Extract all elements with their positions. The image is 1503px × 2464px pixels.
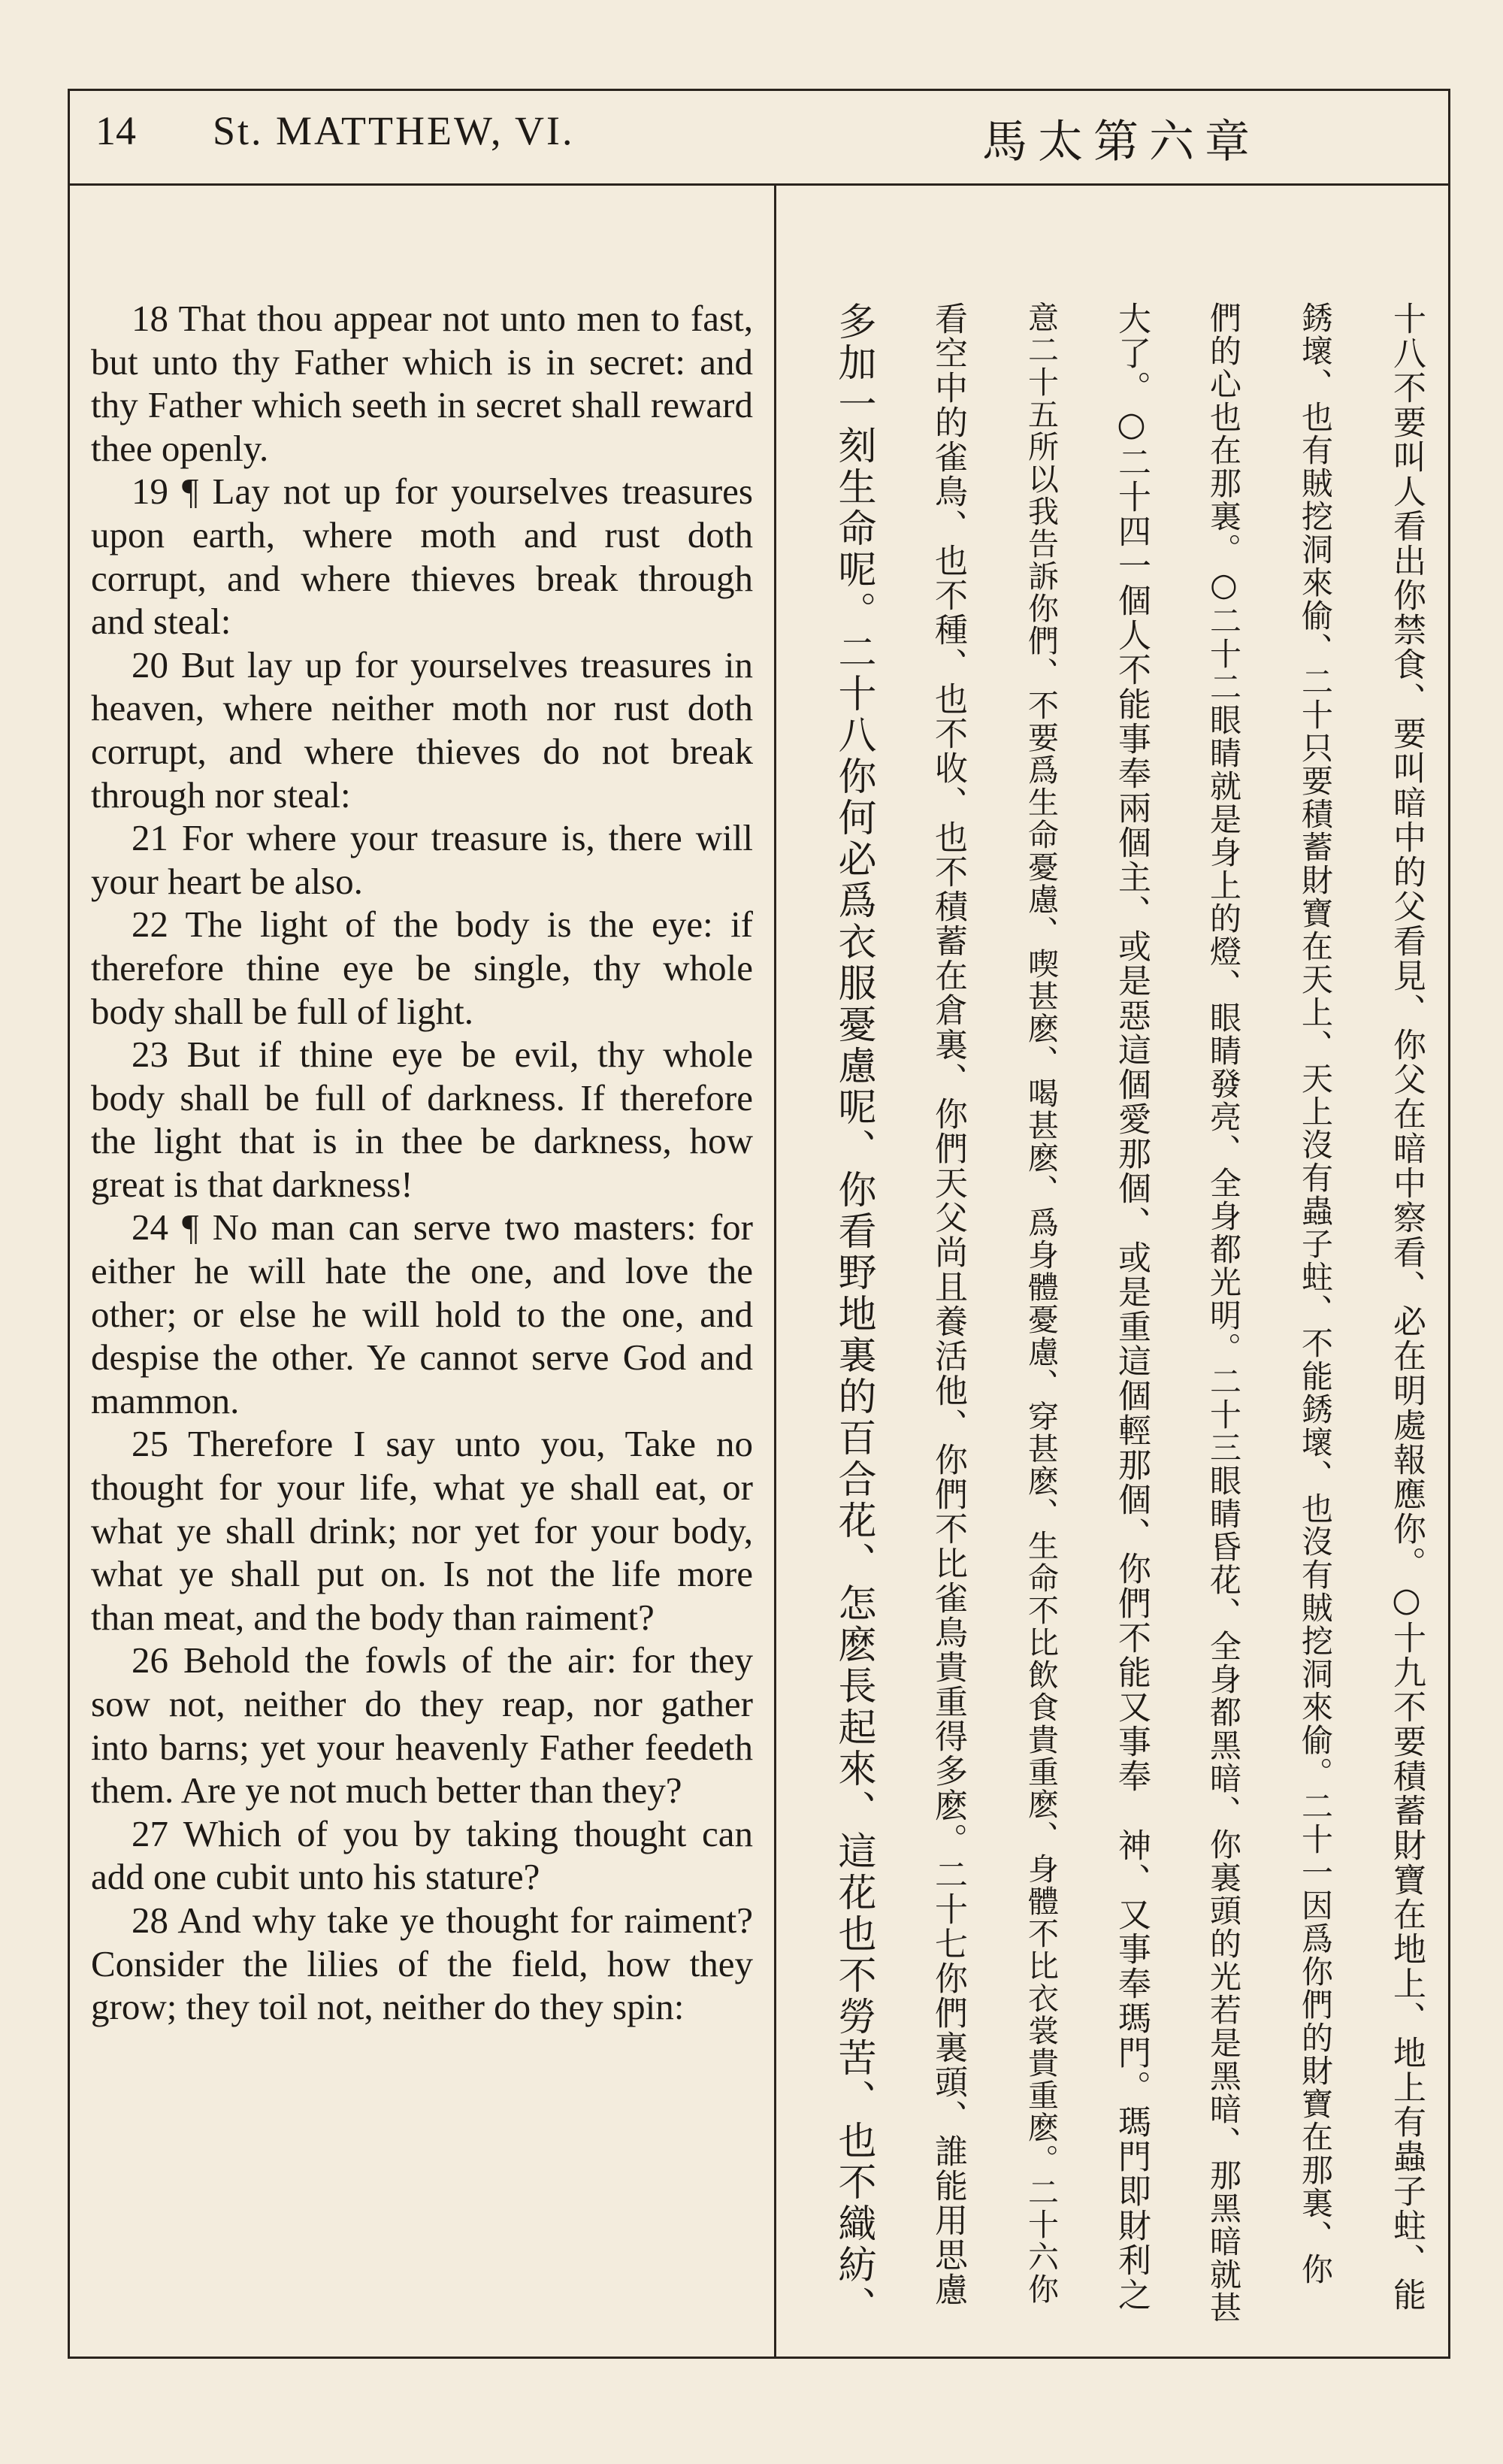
verse-25: 25 Therefore I say unto you, Take no thought for your life, what ye shall eat, or what ye shall drink; nor yet for your body, what ye shall put on. Is not the life more than meat, and the body than raiment? [91,1423,753,1638]
page-header [70,91,1448,186]
chinese-line-2: 銹壞、也有賊挖洞來偷、二十只要積蓄財寶在天上、天上沒有蟲子蛀、不能銹壞、也沒有賊挖洞來偷。二十一因爲你們的財寶在那裏、你 [1297,301,1334,2286]
verse-21: 21 For where your treasure is, there will your heart be also. [91,817,753,902]
english-text-column [70,186,776,2358]
chinese-running-title: 馬太第六章 [982,116,1260,168]
verse-28: 28 And why take ye thought for raiment? Consider the lilies of the field, how they grow; they toil not, neither do they spin: [91,1899,753,2028]
chinese-line-1: 十八不要叫人看出你禁食、要叫暗中的父看見、你父在暗中察看、必在明處報應你。○十九不要積蓄財寶在地上、地上有蟲子蛀、能 [1387,301,1426,2312]
verse-24: 24 ¶ No man can serve two masters: for either he will hate the one, and love the other; or else he will hold to the one, and despise the other. Ye cannot serve God and mammon. [91,1206,753,1421]
verse-23: 23 But if thine eye be evil, thy whole body shall be full of darkness. If therefore the light that is in thee be darkness, how great is that darkness! [91,1034,753,1205]
verse-26: 26 Behold the fowls of the air: for they sow not, neither do they reap, nor gather into barns; yet your heavenly Father feedeth them. Are ye not much better than they? [91,1639,753,1812]
chinese-line-7: 多加一刻生命呢。二十八你何必爲衣服憂慮呢、你看野地裏的百合花、怎麽長起來、這花也不勞苦、也不織紡、 [831,301,875,2327]
verse-18: 18 That thou appear not unto men to fast, but unto thy Father which is in secret: and thy Father which seeth in secret shall reward thee openly. [91,298,753,469]
verse-27: 27 Which of you by taking thought can add one cubit unto his stature? [91,1812,753,1898]
verse-19: 19 ¶ Lay not up for yourselves treasures upon earth, where moth and rust doth corrupt, and where thieves break through and steal: [91,471,753,643]
chinese-line-4: 大了。○二十四一個人不能事奉兩個主、或是惡這個愛那個、或是重這個輕那個、你們不能又事奉 神、又事奉瑪門。瑪門即財利之 [1112,301,1151,2312]
chinese-line-5: 意二十五所以我告訴你們、不要爲生命憂慮、喫甚麽、喝甚麽、爲身體憂慮、穿甚麽、生命不比飲食貴重麽、身體不比衣裳貴重麽。二十六你 [1023,301,1059,2305]
chinese-line-3: 們的心也在那裏。○二十二眼睛就是身上的燈、眼睛發亮、全身都光明。二十三眼睛昏花、全身都黑暗、你裏頭的光若是黑暗、那黑暗就甚 [1205,301,1242,2324]
running-title: St. MATTHEW, VI. [213,108,575,153]
verse-20: 20 But lay up for yourselves treasures in heaven, where neither moth nor rust doth corrupt, and where thieves do not break through nor steal: [91,643,753,816]
page-number: 14 [95,108,136,153]
chinese-text-column [784,186,1445,2358]
page-frame [68,89,1450,2359]
chinese-line-6: 看空中的雀鳥、也不種、也不收、也不積蓄在倉裏、你們天父尚且養活他、你們不比雀鳥貴重得多麽。二十七你們裏頭、誰能用思慮 [929,301,967,2307]
verse-22: 22 The light of the body is the eye: if therefore thine eye be single, thy whole body shall be full of light. [91,904,753,1032]
